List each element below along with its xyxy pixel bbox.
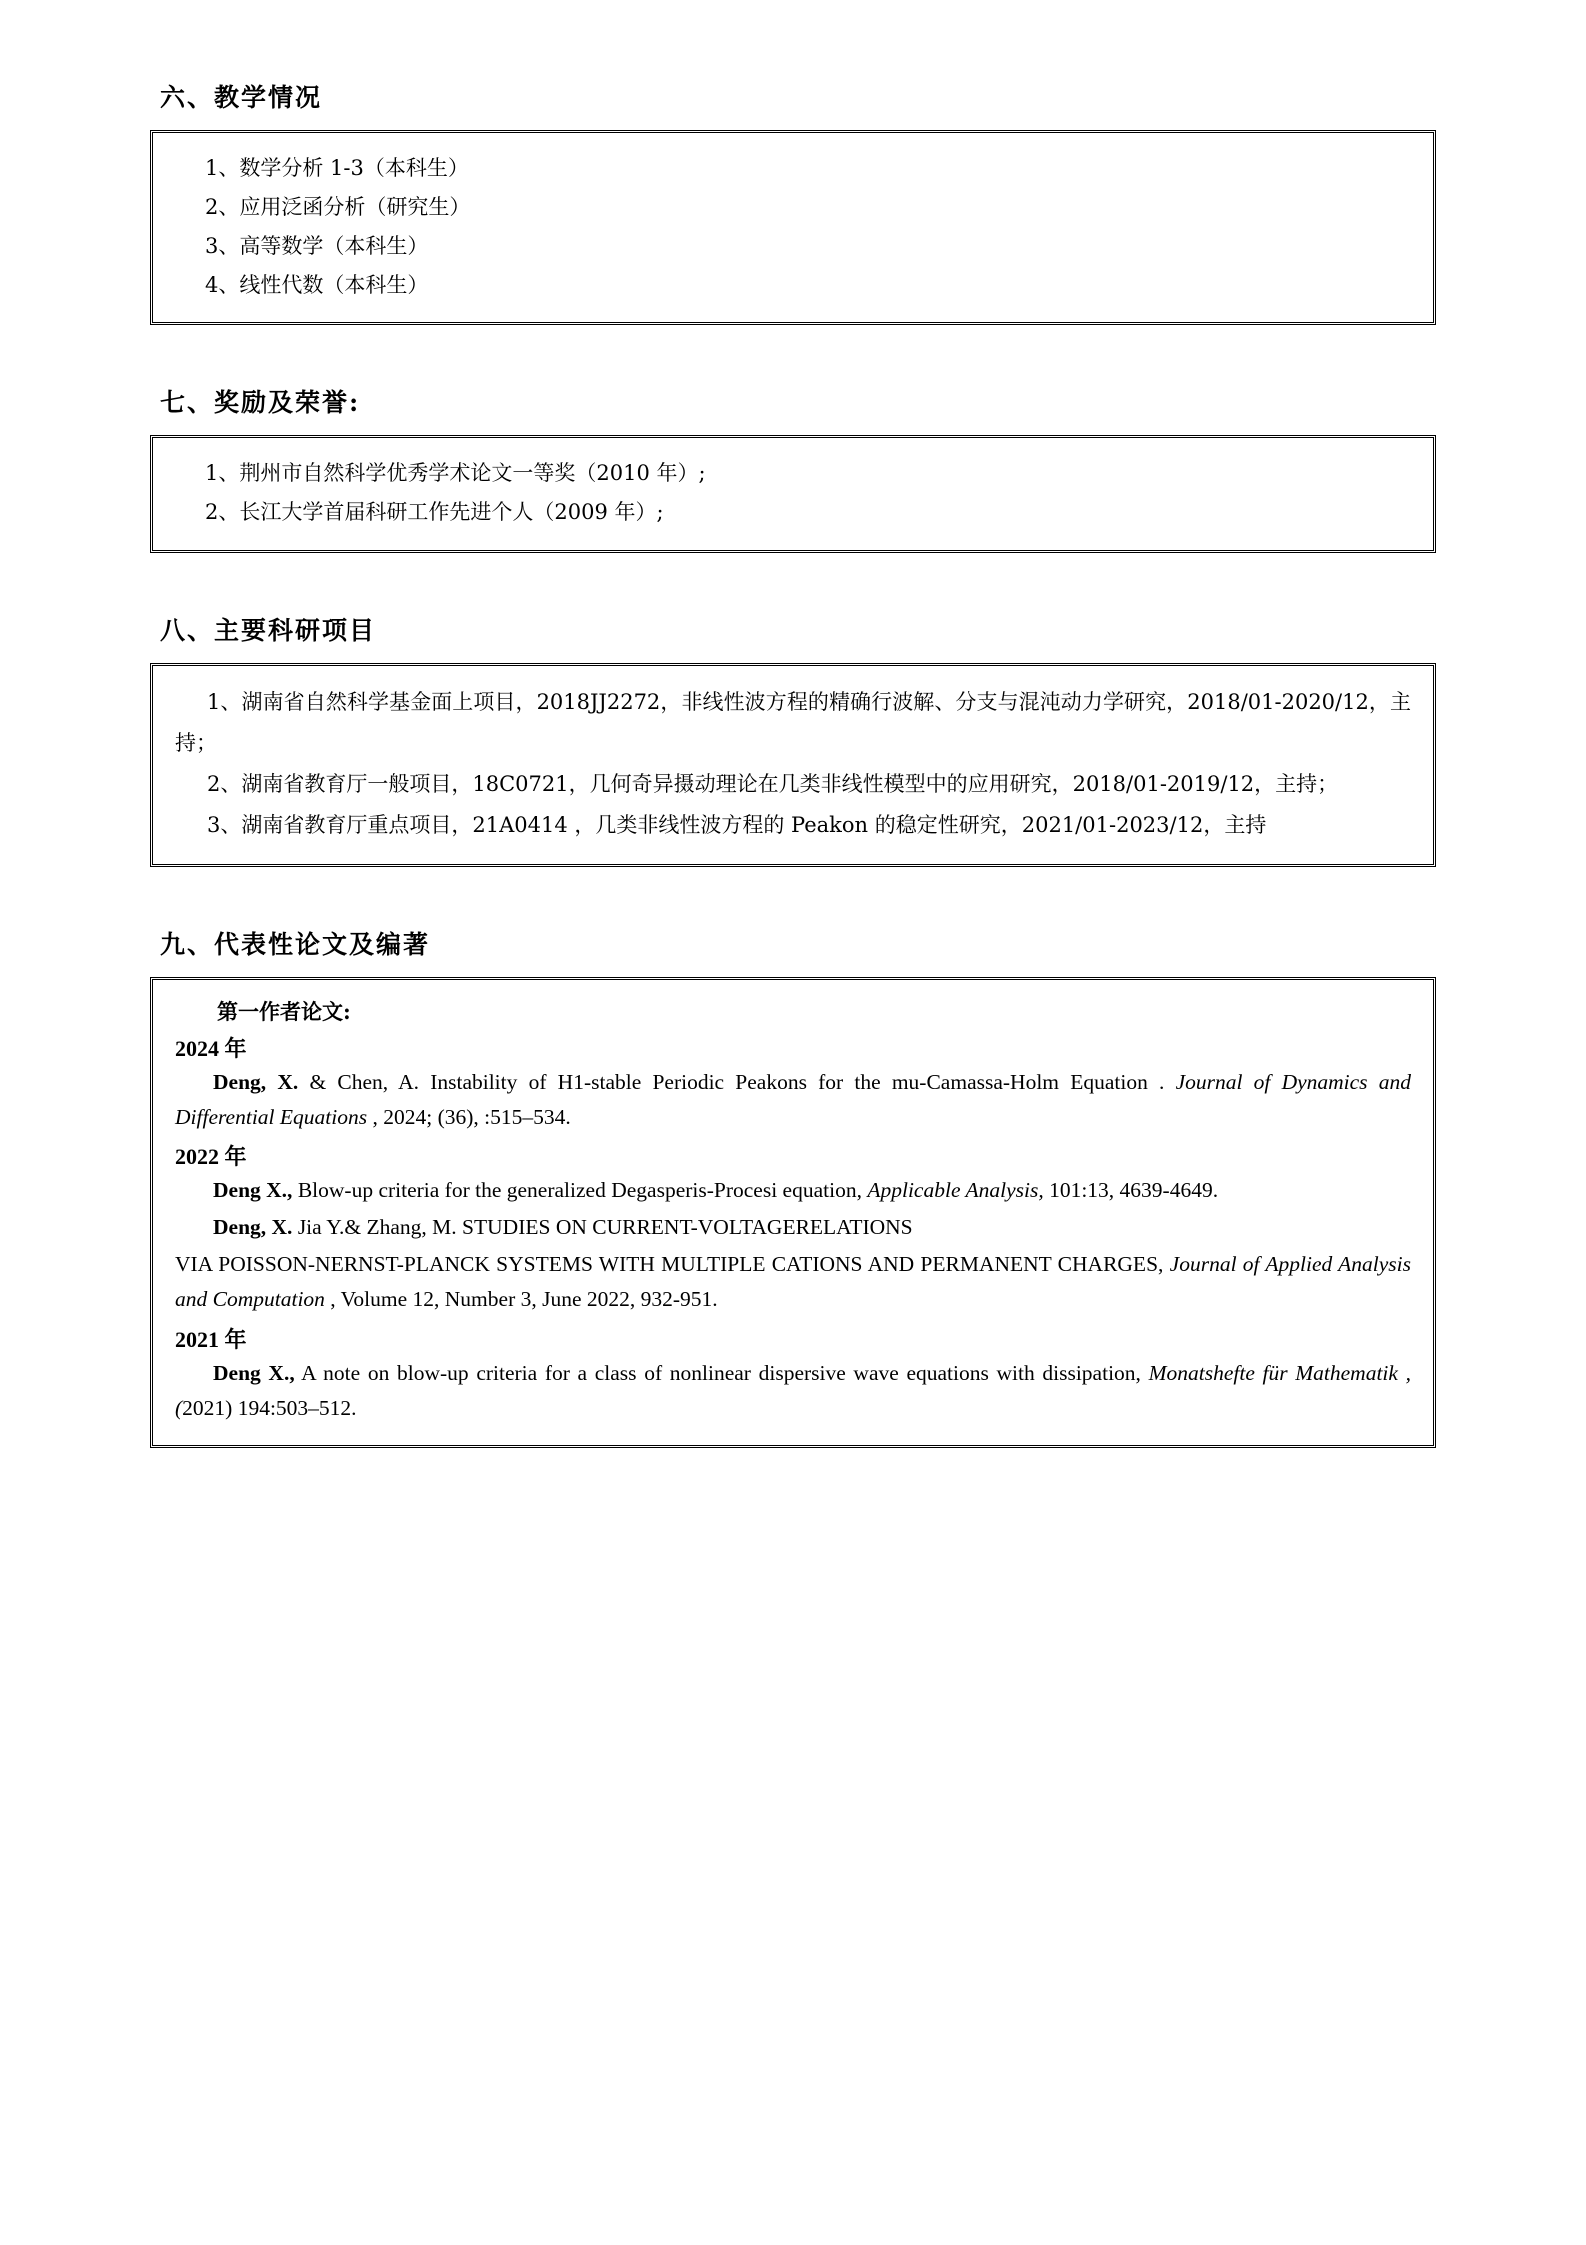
publication-text-fragment: Jia Y.& Zhang, M. STUDIES ON CURRENT-VOLTAGERELATIONS — [292, 1215, 913, 1240]
section-box-teaching — [150, 130, 1436, 325]
publication-year: 2021 年 — [175, 1326, 247, 1352]
award-item: 2、长江大学首届科研工作先进个人（2009 年）; — [205, 500, 664, 525]
publication-text-fragment: & Chen, A. Instability of H1-stable Periodic Peakons for the mu-Camassa-Holm Equation . — [298, 1069, 1176, 1094]
publication-text-fragment: Journal of Applied Analysis and Computation — [175, 1252, 1411, 1311]
section-heading-teaching: 六、教学情况 — [160, 83, 323, 112]
publication-text-fragment: Deng, X. — [213, 1215, 293, 1240]
publication-text-fragment: VIA POISSON-NERNST-PLANCK SYSTEMS WITH MULTIPLE CATIONS AND PERMANENT CHARGES, — [175, 1252, 1170, 1277]
teaching-item: 3、高等数学（本科生） — [205, 233, 429, 258]
publication-entry — [175, 1247, 1411, 1317]
section-box-awards — [150, 435, 1436, 553]
publication-text-fragment: Journal of Dynamics and Differential Equations — [175, 1069, 1411, 1129]
publication-text-fragment: 101:13, 4639-4649. — [1043, 1178, 1219, 1203]
publication-text-fragment: Deng X., — [213, 1178, 293, 1203]
publication-text-fragment: Deng X., — [213, 1360, 295, 1385]
publication-year: 2022 年 — [175, 1144, 247, 1170]
award-item: 1、荆州市自然科学优秀学术论文一等奖（2010 年）; — [205, 461, 706, 486]
publication-text-fragment: Deng, X. — [213, 1069, 299, 1094]
teaching-item: 1、数学分析 1-3（本科生） — [205, 156, 469, 180]
section-heading-projects: 八、主要科研项目 — [160, 616, 377, 646]
section-heading-awards: 七、奖励及荣誉: — [160, 388, 361, 418]
section-box-projects — [150, 663, 1436, 867]
publication-text-fragment: Applicable Analysis, — [867, 1178, 1044, 1203]
section-heading-publications: 九、代表性论文及编著 — [160, 929, 431, 959]
section-box-publications — [150, 977, 1436, 1449]
publication-text-fragment: A note on blow-up criteria for a class of nonlinear dispersive wave equations with dissipation, — [294, 1360, 1149, 1385]
project-item: 3、湖南省教育厅重点项目，21A0414 ，几类非线性波方程的 Peakon 的稳定性研究，2021/01-2023/12，主持 — [207, 812, 1267, 837]
teaching-item: 2、应用泛函分析（研究生） — [205, 194, 471, 219]
publication-entry — [175, 1173, 1411, 1208]
publication-entry — [175, 1356, 1411, 1426]
page-content — [150, 0, 1436, 1448]
teaching-item: 4、线性代数（本科生） — [205, 272, 429, 297]
publication-text-fragment: , 2024; (36), :515–534. — [372, 1104, 571, 1129]
publication-text-fragment: Monatshefte für Mathematik , ( — [175, 1360, 1411, 1420]
project-item: 1、湖南省自然科学基金面上项目，2018JJ2272，非线性波方程的精确行波解、分支与混沌动力学研究，2018/01-2020/12，主持； — [175, 690, 1411, 755]
project-item: 2、湖南省教育厅一般项目，18C0721，几何奇异摄动理论在几类非线性模型中的应用研究，2018/01-2019/12，主持； — [207, 771, 1339, 796]
publication-year: 2024 年 — [175, 1035, 247, 1061]
publication-entry — [175, 1210, 1411, 1245]
publication-entry — [175, 1065, 1411, 1135]
publication-text-fragment: , Volume 12, Number 3, June 2022, 932-951. — [330, 1286, 718, 1311]
publication-text-fragment: 2021) 194:503–512. — [182, 1395, 357, 1420]
publications-subheading: 第一作者论文: — [217, 998, 351, 1024]
publication-list — [175, 1032, 1411, 1426]
publication-text-fragment: Blow-up criteria for the generalized Degasperis-Procesi equation, — [292, 1178, 868, 1203]
